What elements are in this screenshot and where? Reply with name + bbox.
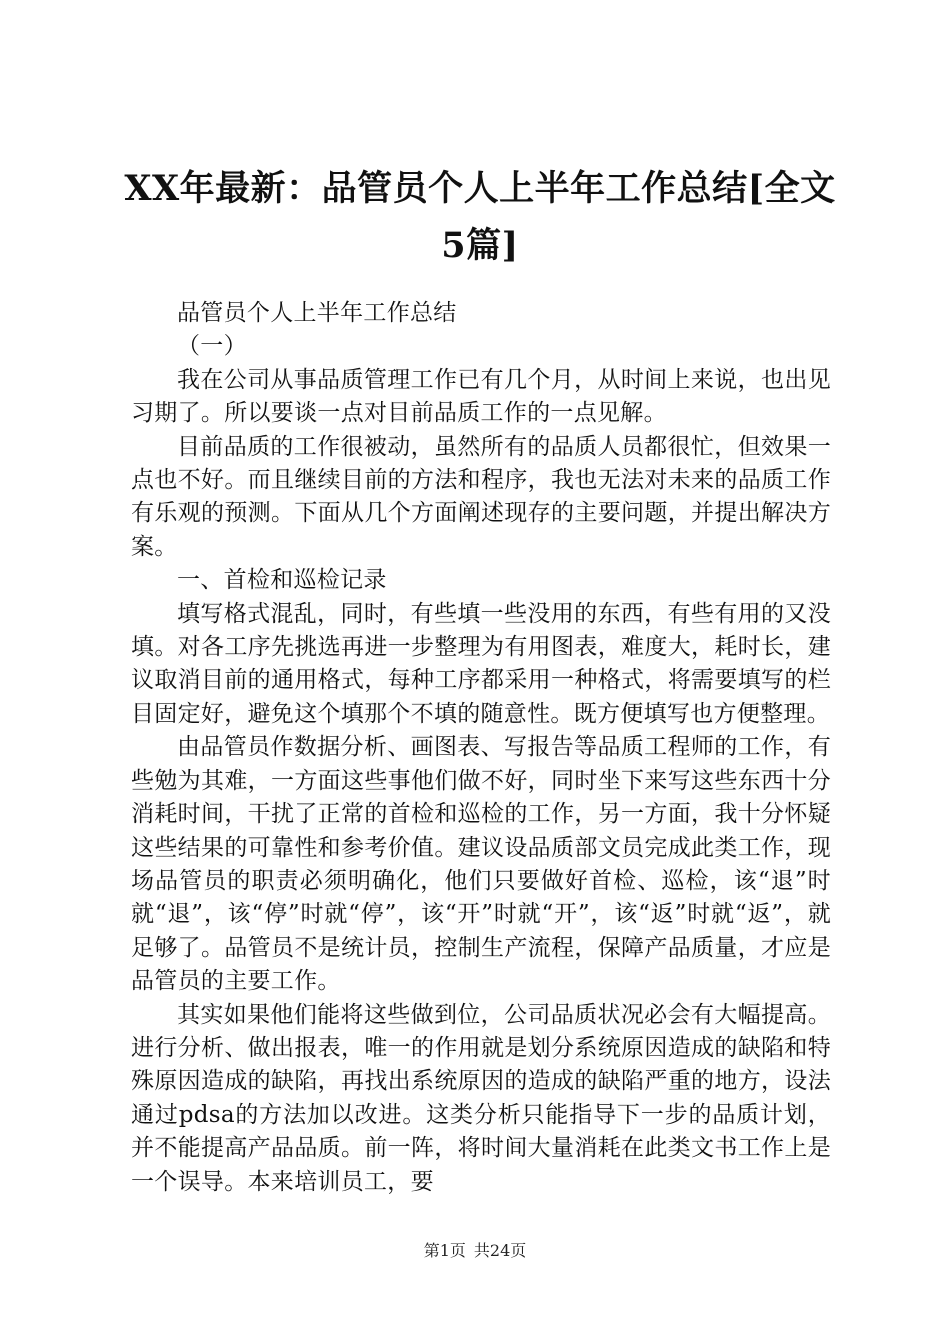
page-footer [0,1240,950,1262]
paragraph: 其实如果他们能将这些做到位，公司品质状况必会有大幅提高。进行分析、做出报表，唯一的作用就是划分系统原因造成的缺陷和特殊原因造成的缺陷，再找出系统原因的造成的缺陷严重的地方，设法通过pdsa的方法加以改进。这类分析只能指导下一步的品质计划，并不能提高产品品质。前一阵，将时间大量消耗在此类文书工作上是一个误导。本来培训员工，要 [131,1001,831,1195]
document-body [131,297,831,1199]
section-subtitle: 品管员个人上半年工作总结 [177,300,457,326]
section-number: （一） [177,333,247,360]
section-heading: 一、首检和巡检记录 [177,567,387,594]
paragraph: 目前品质的工作很被动，虽然所有的品质人员都很忙，但效果一点也不好。而且继续目前的方法和程序，我也无法对未来的品质工作有乐观的预测。下面从几个方面阐述现存的主要问题，并提出解决方案。 [131,433,831,560]
paragraph: 填写格式混乱，同时，有些填一些没用的东西，有些有用的又没填。对各工序先挑选再进一步整理为有用图表，难度大，耗时长，建议取消目前的通用格式，每种工序都采用一种格式，将需要填写的栏目固定好，避免这个填那个不填的随意性。既方便填写也方便整理。 [131,600,831,727]
paragraph: 我在公司从事品质管理工作已有几个月，从时间上来说，也出见习期了。所以要谈一点对目前品质工作的一点见解。 [131,366,831,427]
paragraph: 由品管员作数据分析、画图表、写报告等品质工程师的工作，有些勉为其难，一方面这些事他们做不好，同时坐下来写这些东西十分消耗时间，干扰了正常的首检和巡检的工作，另一方面，我十分怀疑这些结果的可靠性和参考价值。建议设品质部文员完成此类工作，现场品管员的职责必须明确化，他们只要做好首检、巡检，该“退”时就“退”，该“停”时就“停”，该“开”时就“开”，该“返”时就“返”，就足够了。品管员不是统计员，控制生产流程，保障产品质量，才应是品管员的主要工作。 [131,734,831,995]
page-total: 共24页 [473,1241,527,1260]
page-number: 第1页 [423,1241,466,1260]
document-title: XX年最新：品管员个人上半年工作总结[全文5篇] [124,168,836,266]
